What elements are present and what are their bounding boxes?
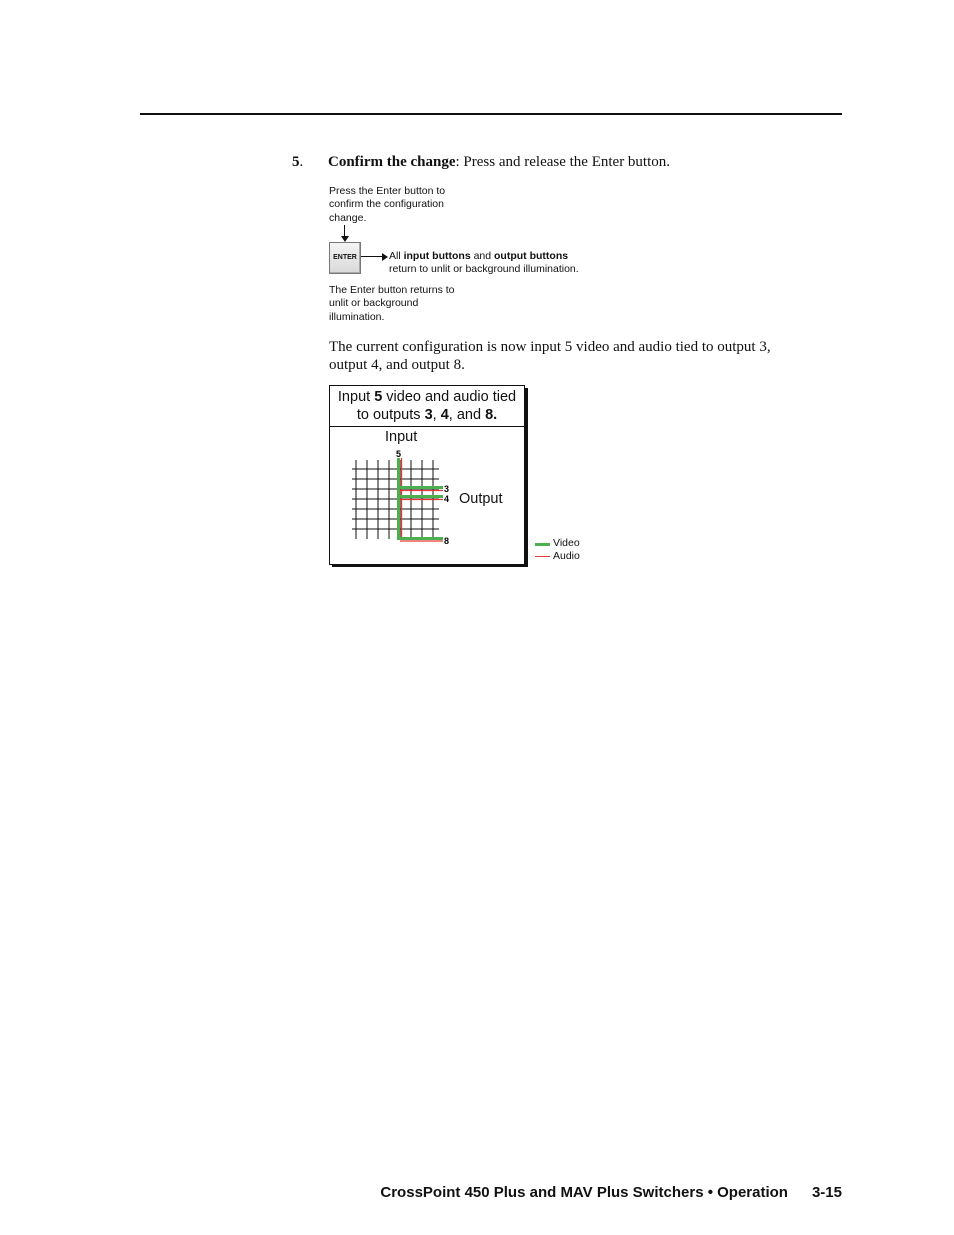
footer-text: CrossPoint 450 Plus and MAV Plus Switchers • Operation [380,1184,788,1201]
legend-audio-label: Audio [553,550,580,562]
input-label: Input [385,429,418,445]
input-number-5: 5 [396,449,402,459]
arrow-right-head-icon [382,253,388,261]
step-text: : Press and release the Enter button. [455,154,671,170]
output-label: Output [459,491,503,507]
output-number-8: 8 [444,536,450,546]
callout-enter-returns: The Enter button returns to unlit or background illumination. [329,284,455,323]
figure-title: Input 5 video and audio tied to outputs 3, 4, and 8. [337,389,517,423]
crosspoint-grid [330,386,524,564]
crosspoint-figure [329,385,525,565]
step-number: 5. [292,154,304,170]
step-5 [292,154,670,171]
page-number: 3-15 [811,1184,842,1201]
enter-button[interactable]: ENTER [329,242,361,274]
arrow-right-icon [361,256,383,257]
legend-video-label: Video [553,537,580,549]
output-number-4: 4 [444,494,450,504]
legend-video-swatch [535,543,550,546]
step-title: Confirm the change [328,154,456,170]
configuration-paragraph: The current configuration is now input 5 video and audio tied to output 3, output 4, and output 8. [329,339,771,373]
callout-buttons-return: All input buttons and output buttons return to unlit or background illumination. [389,250,579,276]
page-footer [380,1184,842,1201]
callout-press-enter: Press the Enter button to confirm the configuration change. [329,185,446,224]
output-number-3: 3 [444,484,450,494]
top-rule [140,113,842,115]
legend-audio-swatch [535,556,550,557]
